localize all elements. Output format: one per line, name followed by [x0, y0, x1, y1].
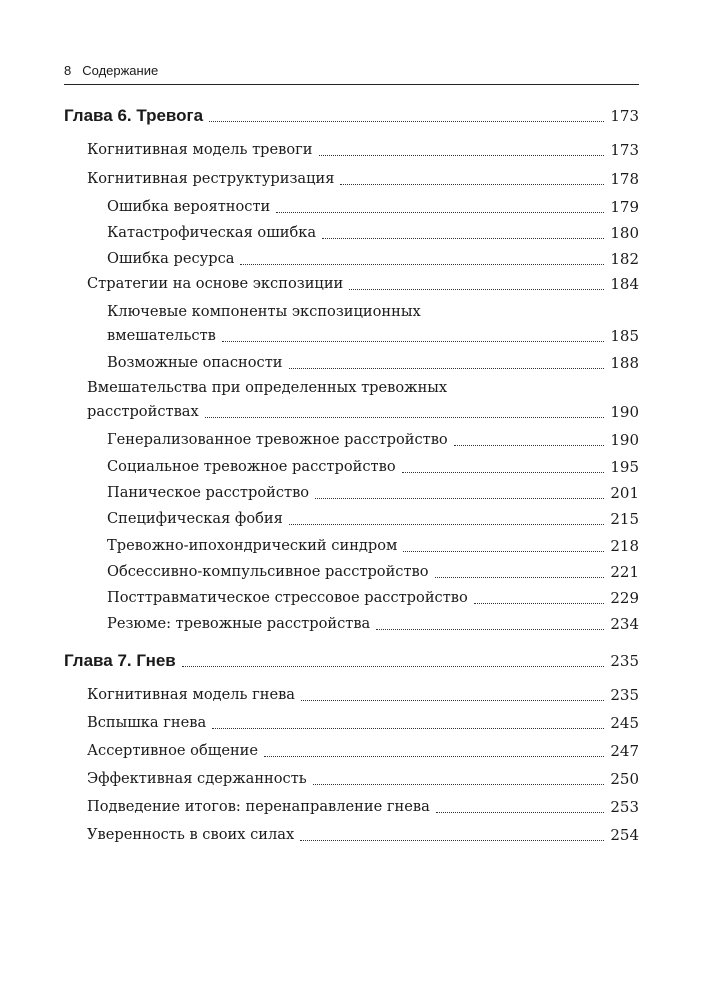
dot-leader [322, 237, 604, 239]
toc-entry-page: 190 [610, 403, 639, 421]
toc-entry-page: 253 [610, 798, 639, 816]
dot-leader [240, 263, 604, 265]
toc-entry[interactable] [64, 713, 639, 733]
dot-leader [205, 416, 605, 418]
toc-entry-page: 195 [610, 458, 639, 476]
toc-entry-title: Подведение итогов: перенаправление гнева [87, 798, 430, 815]
toc-entry[interactable] [64, 457, 639, 477]
toc-entry[interactable] [64, 769, 639, 789]
dot-leader [212, 727, 604, 729]
dot-leader [403, 550, 604, 552]
dot-leader [301, 699, 604, 701]
toc-entry-title: Когнитивная модель гнева [87, 686, 296, 703]
toc-entry[interactable] [64, 588, 639, 608]
toc-entry[interactable] [64, 614, 639, 634]
toc-entry[interactable] [64, 326, 639, 346]
toc-entry[interactable] [64, 169, 639, 189]
toc-entry-title: Обсессивно-компульсивное расстройство [107, 563, 429, 580]
toc-entry-page: 201 [610, 484, 639, 502]
toc-entry-title-line2: вмешательств [107, 327, 216, 344]
toc-entry-title: Вспышка гнева [87, 714, 207, 731]
toc-entry[interactable] [64, 249, 639, 269]
toc-entry[interactable] [64, 483, 639, 503]
toc-entry[interactable] [64, 223, 639, 243]
toc-entry-page: 221 [610, 563, 639, 581]
toc-entry[interactable] [64, 562, 639, 582]
header-title: Содержание [82, 63, 159, 78]
toc-entry-page: 215 [610, 510, 639, 528]
toc-chapter-6[interactable] [64, 106, 639, 126]
toc-entry-title: Ошибка вероятности [107, 198, 271, 215]
toc-entry-page: 188 [610, 354, 639, 372]
toc-entry[interactable] [64, 536, 639, 556]
toc-entry-page: 218 [610, 537, 639, 555]
toc-entry[interactable] [64, 274, 639, 294]
toc-entry-title: Возможные опасности [107, 354, 283, 371]
dot-leader [376, 628, 604, 630]
toc-entry-page: 178 [610, 170, 639, 188]
dot-leader [300, 839, 604, 841]
toc-entry[interactable] [64, 509, 639, 529]
toc-entry-page: 173 [610, 107, 639, 125]
toc-entry[interactable] [64, 430, 639, 450]
dot-leader [319, 154, 605, 156]
dot-leader [454, 444, 605, 446]
dot-leader [315, 497, 604, 499]
dot-leader [264, 755, 604, 757]
toc-entry-page: 182 [610, 250, 639, 268]
toc-entry-title: Ошибка ресурса [107, 250, 235, 267]
toc-entry-title: Глава 6. Тревога [64, 106, 204, 125]
toc-entry-page: 185 [610, 327, 639, 345]
toc-entry-title: Стратегии на основе экспозиции [87, 275, 344, 292]
toc-entry-page: 190 [610, 431, 639, 449]
dot-leader [474, 602, 605, 604]
toc-entry-title: Социальное тревожное расстройство [107, 458, 396, 475]
dot-leader [402, 471, 605, 473]
toc-entry-page: 184 [610, 275, 639, 293]
toc-entry-title-line1: Вмешательства при определенных тревожных [87, 379, 448, 396]
dot-leader [289, 523, 605, 525]
dot-leader [276, 211, 604, 213]
toc-entry-title: Паническое расстройство [107, 484, 310, 501]
toc-entry-page: 179 [610, 198, 639, 216]
toc-entry[interactable] [64, 140, 639, 160]
toc-chapter-7[interactable] [64, 651, 639, 671]
toc-entry-title: Ассертивное общение [87, 742, 259, 759]
toc-entry-title-line2: расстройствах [87, 403, 199, 420]
toc-entry-page: 245 [610, 714, 639, 732]
toc-entry[interactable] [64, 741, 639, 761]
dot-leader [289, 367, 605, 369]
dot-leader [436, 811, 605, 813]
toc-entry-page: 234 [610, 615, 639, 633]
toc-entry[interactable] [64, 685, 639, 705]
toc-entry-title-line1: Ключевые компоненты экспозиционных [107, 303, 421, 320]
toc-entry-title: Посттравматическое стрессовое расстройство [107, 589, 468, 606]
toc-entry-page: 173 [610, 141, 639, 159]
toc-entry[interactable] [64, 402, 639, 422]
toc-entry-title: Тревожно-ипохондрический синдром [107, 537, 398, 554]
toc-entry-title: Когнитивная реструктуризация [87, 170, 335, 187]
toc-entry-page: 229 [610, 589, 639, 607]
toc-entry-page: 254 [610, 826, 639, 844]
toc-entry-title: Когнитивная модель тревоги [87, 141, 313, 158]
toc-entry-title: Резюме: тревожные расстройства [107, 615, 371, 632]
header-page-number: 8 [64, 63, 72, 78]
running-header [64, 60, 639, 85]
toc-entry-title: Генерализованное тревожное расстройство [107, 431, 448, 448]
toc-entry-title: Уверенность в своих силах [87, 826, 295, 843]
toc-entry[interactable] [64, 197, 639, 217]
toc-entry-page: 180 [610, 224, 639, 242]
toc-entry-title: Специфическая фобия [107, 510, 283, 527]
dot-leader [435, 576, 605, 578]
toc-entry[interactable] [64, 353, 639, 373]
toc-entry-title: Катастрофическая ошибка [107, 224, 317, 241]
dot-leader [222, 340, 604, 342]
dot-leader [313, 783, 605, 785]
dot-leader [349, 288, 604, 290]
dot-leader [340, 183, 604, 185]
toc-entry-page: 250 [610, 770, 639, 788]
toc-entry[interactable] [64, 797, 639, 817]
toc-entry-title: Глава 7. Гнев [64, 651, 176, 670]
toc-entry[interactable] [64, 825, 639, 845]
toc-entry-page: 235 [610, 686, 639, 704]
dot-leader [209, 120, 604, 122]
toc-entry-page: 235 [610, 652, 639, 670]
toc-entry-page: 247 [610, 742, 639, 760]
dot-leader [182, 665, 605, 667]
toc-entry-title: Эффективная сдержанность [87, 770, 307, 787]
